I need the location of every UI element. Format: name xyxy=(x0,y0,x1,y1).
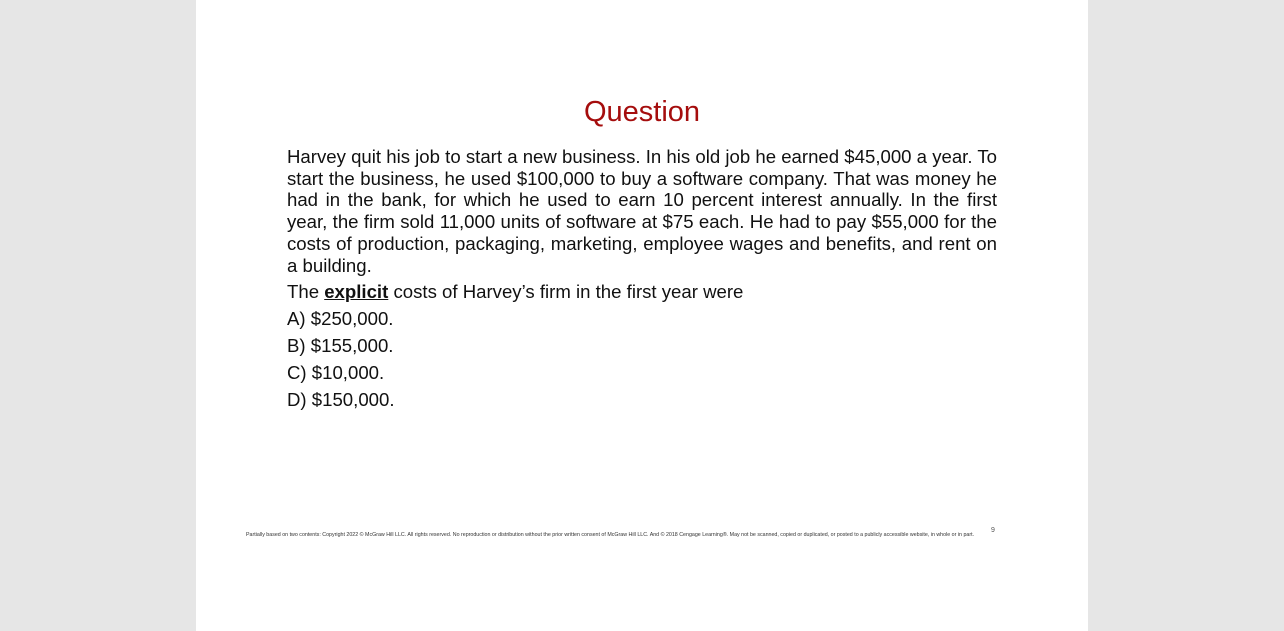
slide-page xyxy=(196,0,1088,631)
question-paragraph: Harvey quit his job to start a new business. In his old job he earned $45,000 a year. To start the business, he used $100,000 to buy a software company. That was money he had in the bank, for which he used to earn 10 percent interest annually. In the first year, the firm sold 11,000 units of software at $75 each. He had to pay $55,000 for the costs of production, packaging, marketing, employee wages and benefits, and rent on a building. xyxy=(287,146,997,276)
page-number: 9 xyxy=(991,527,995,534)
slide-title: Question xyxy=(583,96,701,128)
option-d: D) $150,000. xyxy=(287,389,395,411)
stem-text-before: The xyxy=(287,281,325,303)
option-b: B) $155,000. xyxy=(287,335,394,357)
copyright-footer: Partially based on two contents: Copyright 2022 © McGraw Hill LLC. All rights reserved. No reproduction or distribution without the prior written consent of McGraw Hill LLC. And © 2018 Cengage Learning®. May not be scanned, copied or duplicated, or posted to a publicly accessible website, in whole or in part. xyxy=(246,532,975,538)
question-body xyxy=(287,146,997,413)
stem-keyword: explicit xyxy=(324,281,389,303)
option-a: A) $250,000. xyxy=(287,308,394,330)
option-c: C) $10,000. xyxy=(287,362,385,384)
question-stem xyxy=(287,279,997,305)
stem-text-after: costs of Harvey’s firm in the first year were xyxy=(388,281,744,303)
